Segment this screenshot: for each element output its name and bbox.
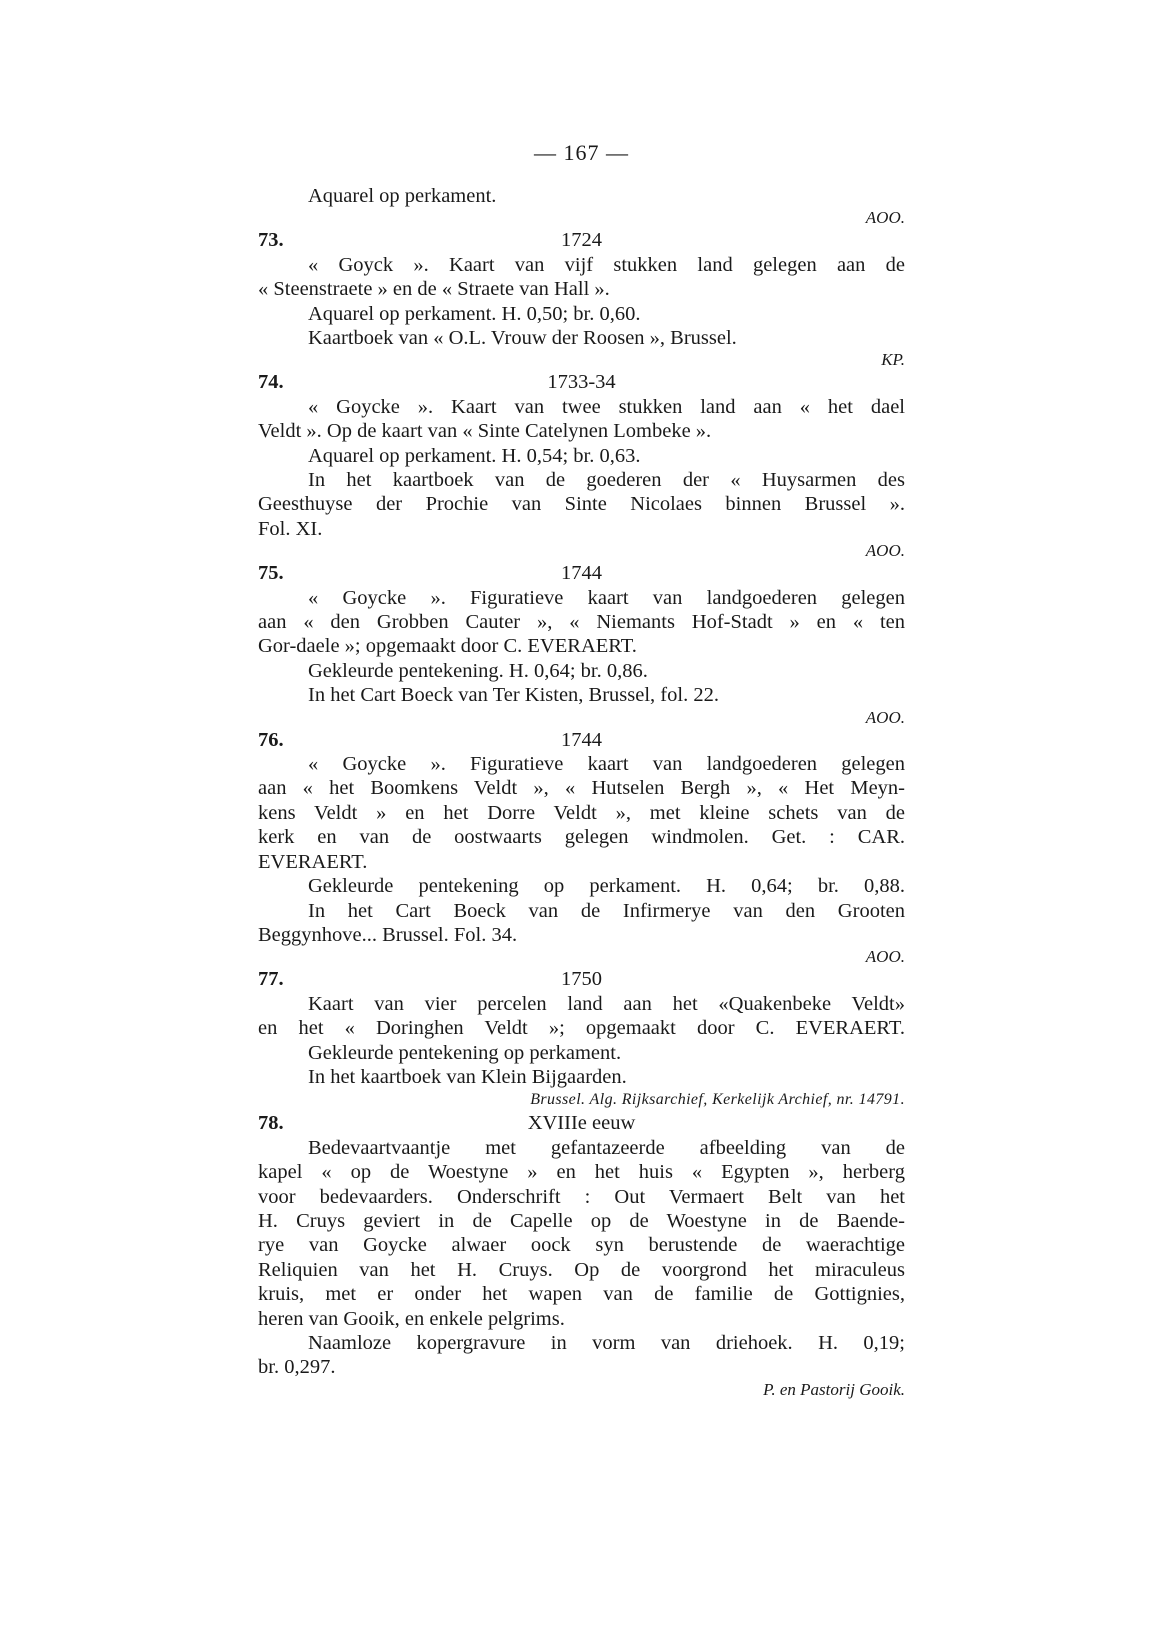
carry-source: AOO. [865,208,905,228]
entry-text: Gekleurde pentekening op perkament. H. 0,64; br. 0,88. [308,875,905,898]
entry-text: en het « Doringhen Veldt »; opgemaakt door C. EVERAERT. [258,1017,905,1040]
entry-75-head [258,561,905,585]
entry-text: Kaartboek van « O.L. Vrouw der Roosen », Brussel. [308,327,737,350]
entry-text: In het kaartboek van Klein Bijgaarden. [308,1065,627,1088]
entry-text: Reliquien van het H. Cruys. Op de voorgrond het miraculeus [258,1258,905,1281]
entry-number: 74. [258,371,284,394]
entry-source: P. en Pastorij Gooik. [763,1379,905,1399]
entry-source: KP. [881,350,905,370]
entry-source: AOO. [865,707,905,727]
entry-73-head [258,228,905,252]
entry-text: « Goycke ». Figuratieve kaart van landgoederen gelegen [308,753,905,776]
entry-text: In het Cart Boeck van de Infirmerye van den Grooten [308,899,905,922]
entry-text: Aquarel op perkament. H. 0,54; br. 0,63. [308,444,641,467]
entry-date: 1750 [561,968,602,991]
entry-text: H. Cruys geviert in de Capelle op de Woestyne in de Baende- [258,1209,905,1232]
entry-text: Gor-daele »; opgemaakt door C. EVERAERT. [258,635,637,658]
entry-text: heren van Gooik, en enkele pelgrims. [258,1307,565,1330]
entry-source: AOO. [865,947,905,967]
entry-date: XVIIIe eeuw [527,1112,636,1135]
entry-78-head [258,1111,905,1135]
entry-text: « Steenstraete » en de « Straete van Hall ». [258,278,610,301]
entry-source: Brussel. Alg. Rijksarchief, Kerkelijk Archief, nr. 14791. [530,1091,905,1109]
entry-text: Veldt ». Op de kaart van « Sinte Catelynen Lombeke ». [258,420,712,443]
entry-text: aan « den Grobben Cauter », « Niemants Hof-Stadt » en « ten [258,611,905,634]
entry-text: kruis, met er onder het wapen van de familie de Gottignies, [258,1283,905,1306]
entry-text: Aquarel op perkament. H. 0,50; br. 0,60. [308,302,641,325]
entry-text: « Goycke ». Figuratieve kaart van landgoederen gelegen [308,586,905,609]
entry-text: « Goyck ». Kaart van vijf stukken land gelegen aan de [308,253,905,276]
carry-text: Aquarel op perkament. [308,185,497,207]
entry-number: 73. [258,229,284,252]
entry-text: kapel « op de Woestyne » en het huis « Egypten », herberg [258,1161,905,1184]
entry-date: 1733-34 [547,371,616,394]
entry-number: 78. [258,1112,284,1135]
entry-text: In het Cart Boeck van Ter Kisten, Brussel, fol. 22. [308,684,719,707]
entry-text: Kaart van vier percelen land aan het «Quakenbeke Veldt» [308,992,905,1015]
entry-text: Geesthuyse der Prochie van Sinte Nicolaes binnen Brussel ». [258,493,905,516]
entry-text: voor bedevaarders. Onderschrift : Out Vermaert Belt van het [258,1185,905,1208]
entry-text: Beggynhove... Brussel. Fol. 34. [258,923,518,946]
entry-text: br. 0,297. [258,1356,336,1379]
entry-date: 1724 [561,229,602,252]
entry-number: 76. [258,728,284,751]
entry-77-head [258,967,905,991]
entry-number: 75. [258,562,284,585]
entry-source: AOO. [865,541,905,561]
entry-text: Bedevaartvaantje met gefantazeerde afbeelding van de [308,1136,905,1159]
entry-text: In het kaartboek van de goederen der « Huysarmen des [308,469,905,492]
entry-text: Gekleurde pentekening. H. 0,64; br. 0,86. [308,659,648,682]
entry-text: Naamloze kopergravure in vorm van driehoek. H. 0,19; [308,1331,905,1354]
entry-date: 1744 [561,562,602,585]
entry-date: 1744 [561,728,602,751]
entry-76-head [258,728,905,752]
entry-text: « Goycke ». Kaart van twee stukken land aan « het dael [308,395,905,418]
page [258,140,905,1400]
entry-text: rye van Goycke alwaer oock syn berustende de waerachtige [258,1234,905,1257]
entry-74-head [258,370,905,394]
entry-number: 77. [258,968,284,991]
entry-text: aan « het Boomkens Veldt », « Hutselen Bergh », « Het Meyn- [258,777,905,800]
entry-text: Fol. XI. [258,517,323,540]
entry-text: kens Veldt » en het Dorre Veldt », met kleine schets van de [258,801,905,824]
entry-text: Gekleurde pentekening op perkament. [308,1041,622,1064]
entry-text: kerk en van de oostwaarts gelegen windmolen. Get. : CAR. [258,826,905,849]
entry-text: EVERAERT. [258,850,368,873]
page-number: — 167 — [534,140,629,165]
